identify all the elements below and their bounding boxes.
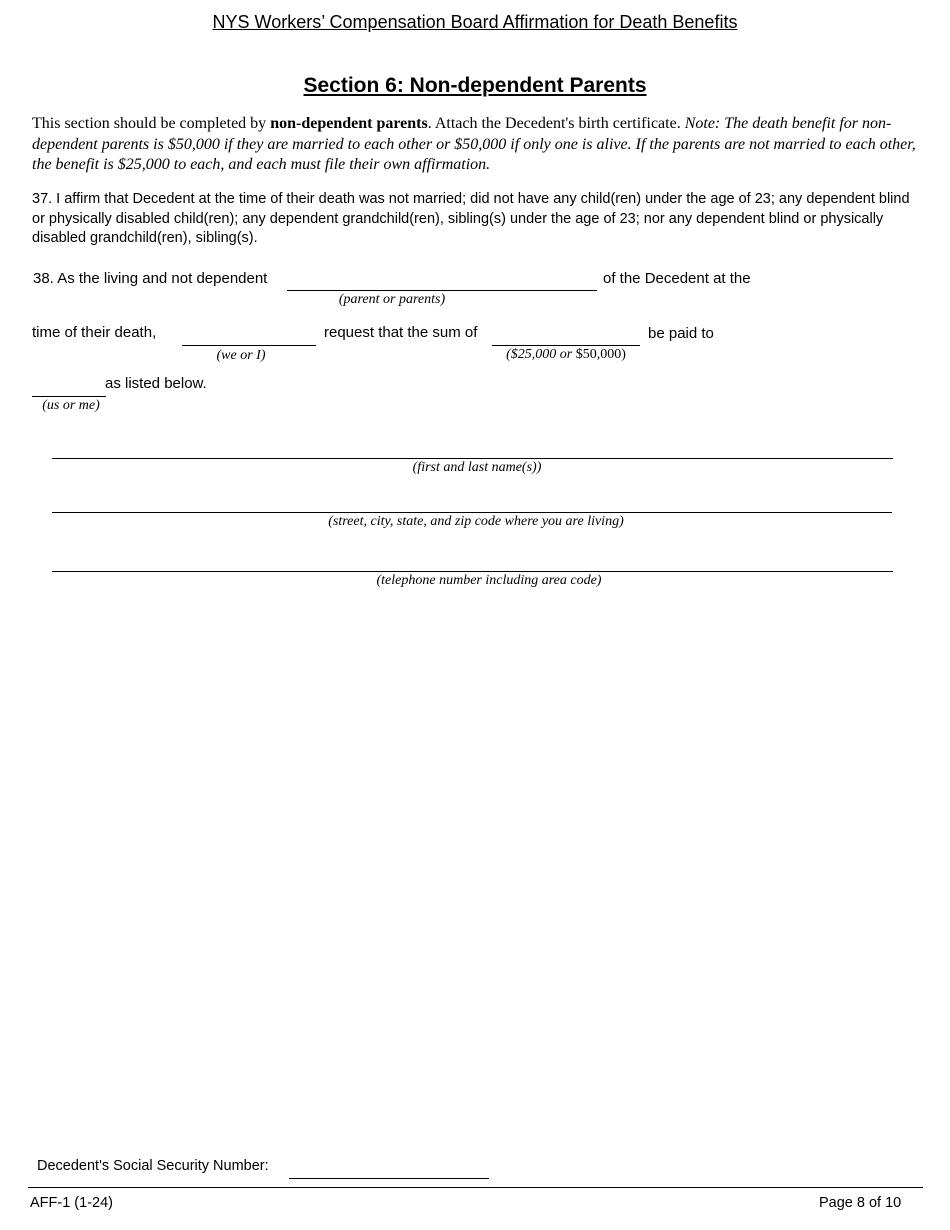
affirmation-37: 37. I affirm that Decedent at the time of their death was not married; did not have any child(ren) under the age of 23; any dependent blind or physically disabled child(ren); any dependent grandchild(ren), sibling(s) under the age of 23; nor any dependent blind or physically disabled grandchild(ren), sibling(s). [32,191,910,246]
phone-input-line[interactable] [52,571,893,572]
us-or-me-hint: (us or me) [42,398,100,413]
parent-hint: (parent or parents) [338,292,446,307]
paid-to-text: be paid to [648,325,714,342]
listed-below-text: as listed below. [105,375,207,392]
address-hint: (street, city, state, and zip code where you are living) [328,514,624,529]
section-title: Section 6: Non-dependent Parents [303,74,647,97]
form-header-title: NYS Workers’ Compensation Board Affirmation for Death Benefits [212,12,738,32]
amount-hint-b: $50,000) [575,347,626,362]
pronoun-input-line[interactable] [182,345,316,346]
intro-note: Note: The death benefit for non-dependent parents is $50,000 if they are married to each other or $50,000 if only one is alive. If the parents are not married to each other, the benefit is $25,000 to each, and each must file their own affirmation. [32,115,916,173]
item-38-suffix: of the Decedent at the [603,270,751,287]
item-38-prefix: 38. As the living and not dependent [33,270,268,287]
relationship-input-line[interactable] [287,290,597,291]
amount-hint [492,347,640,363]
we-or-i-hint: (we or I) [216,348,266,363]
recipient-input-line[interactable] [32,396,106,397]
name-input-line[interactable] [52,458,893,459]
ssn-input-line[interactable] [289,1178,489,1179]
request-text: request that the sum of [324,324,478,341]
time-of-death-text: time of their death, [32,324,157,341]
amount-hint-a: ($25,000 or [506,347,576,362]
intro-text-2: . Attach the Decedent's birth certificate. [427,115,685,132]
page-number: Page 8 of 10 [819,1195,902,1211]
intro-text: This section should be completed by [32,115,271,132]
phone-hint: (telephone number including area code) [376,573,602,588]
footer-divider [28,1187,923,1188]
section-intro [32,114,920,176]
ssn-label: Decedent's Social Security Number: [37,1158,269,1174]
name-hint: (first and last name(s)) [412,460,542,475]
amount-input-line[interactable] [492,345,640,346]
form-code: AFF-1 (1-24) [30,1195,113,1211]
intro-bold-text: non-dependent parents [270,115,428,132]
address-input-line[interactable] [52,512,892,513]
